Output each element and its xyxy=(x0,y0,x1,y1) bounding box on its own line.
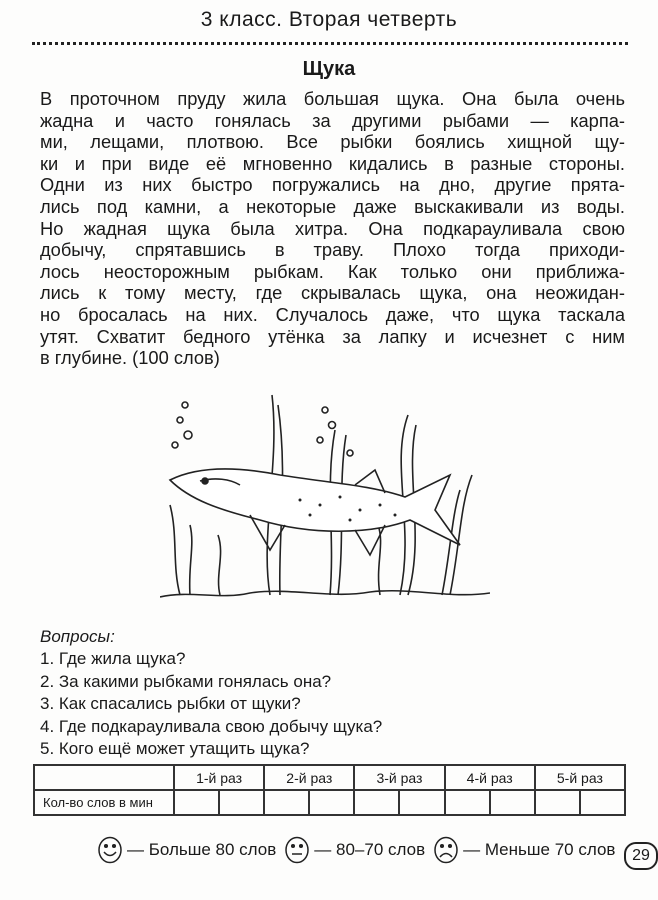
text-line: лось неосторожным рыбкам. Как только они приближа- xyxy=(40,260,625,282)
legend-low: — Меньше 70 слов xyxy=(463,840,616,859)
table-corner xyxy=(34,765,174,790)
question-item: 3. Как спасались рыбки от щуки? xyxy=(40,694,301,713)
words-per-minute-cell[interactable] xyxy=(264,790,309,815)
words-per-minute-cell[interactable] xyxy=(399,790,444,815)
question-item: 5. Кого ещё может утащить щука? xyxy=(40,739,310,758)
question-item: 4. Где подкарауливала свою добычу щука? xyxy=(40,716,383,736)
page-header: 3 класс. Вторая четверть xyxy=(200,8,458,31)
words-per-minute-cell[interactable] xyxy=(354,790,399,815)
attempt-header: 5-й раз xyxy=(535,765,625,790)
text-line: лись под камни, а некоторые даже выскакивали из воды. xyxy=(40,195,625,217)
story-title: Щука xyxy=(302,58,356,80)
story-text xyxy=(40,88,625,369)
question-item: 1. Где жила щука? xyxy=(40,649,186,668)
happy-face-icon xyxy=(97,836,123,864)
text-line: добычу, спрятавшись в траву. Плохо тогда приходи- xyxy=(40,239,625,261)
page-number: 29 xyxy=(624,842,658,870)
text-line: ми, лещами, плотвою. Все рыбки боялись хищной щу- xyxy=(40,131,625,153)
text-line: утят. Схватит бедного утёнка за лапку и исчезнет с ним xyxy=(40,325,625,347)
words-per-minute-cell[interactable] xyxy=(219,790,264,815)
neutral-face-icon xyxy=(284,836,310,864)
words-per-minute-cell[interactable] xyxy=(309,790,354,815)
text-line: жадна и часто гонялась за другими рыбами — карпа- xyxy=(40,109,625,131)
text-line: В проточном пруду жила большая щука. Она была очень xyxy=(40,88,625,109)
question-item: 2. За какими рыбками гонялась она? xyxy=(40,671,332,691)
text-line: но бросалась на них. Случалось даже, что щука таскала xyxy=(40,303,625,325)
text-line: Одни из них быстро погружались на дно, другие прята- xyxy=(40,174,625,196)
dotted-divider xyxy=(32,42,628,45)
attempt-header: 4-й раз xyxy=(445,765,535,790)
attempt-header: 2-й раз xyxy=(264,765,354,790)
text-line: в глубине. (100 слов) xyxy=(40,347,220,369)
questions xyxy=(40,626,382,761)
row-label: Кол-во слов в мин xyxy=(34,790,174,815)
words-per-minute-cell[interactable] xyxy=(490,790,535,815)
seabed xyxy=(160,591,490,597)
words-per-minute-cell[interactable] xyxy=(535,790,580,815)
reading-speed-table xyxy=(33,764,626,816)
pike-illustration xyxy=(160,385,490,615)
sad-face-icon xyxy=(433,836,459,864)
legend xyxy=(93,836,615,864)
text-line: лись к тому месту, где скрывалась щука, она неожидан- xyxy=(40,282,625,304)
attempt-header: 3-й раз xyxy=(354,765,444,790)
text-line: ки и при виде её мгновенно кидались в разные стороны. xyxy=(40,152,625,174)
words-per-minute-cell[interactable] xyxy=(445,790,490,815)
words-per-minute-cell[interactable] xyxy=(580,790,625,815)
text-line: Но жадная щука была хитра. Она подкарауливала свою xyxy=(40,217,625,239)
words-per-minute-cell[interactable] xyxy=(174,790,219,815)
legend-high: — Больше 80 слов xyxy=(127,840,277,859)
questions-heading: Вопросы: xyxy=(40,627,115,646)
legend-mid: — 80–70 слов xyxy=(314,840,426,859)
pike-fish xyxy=(170,469,460,555)
attempt-header: 1-й раз xyxy=(174,765,264,790)
bubbles xyxy=(172,402,353,456)
